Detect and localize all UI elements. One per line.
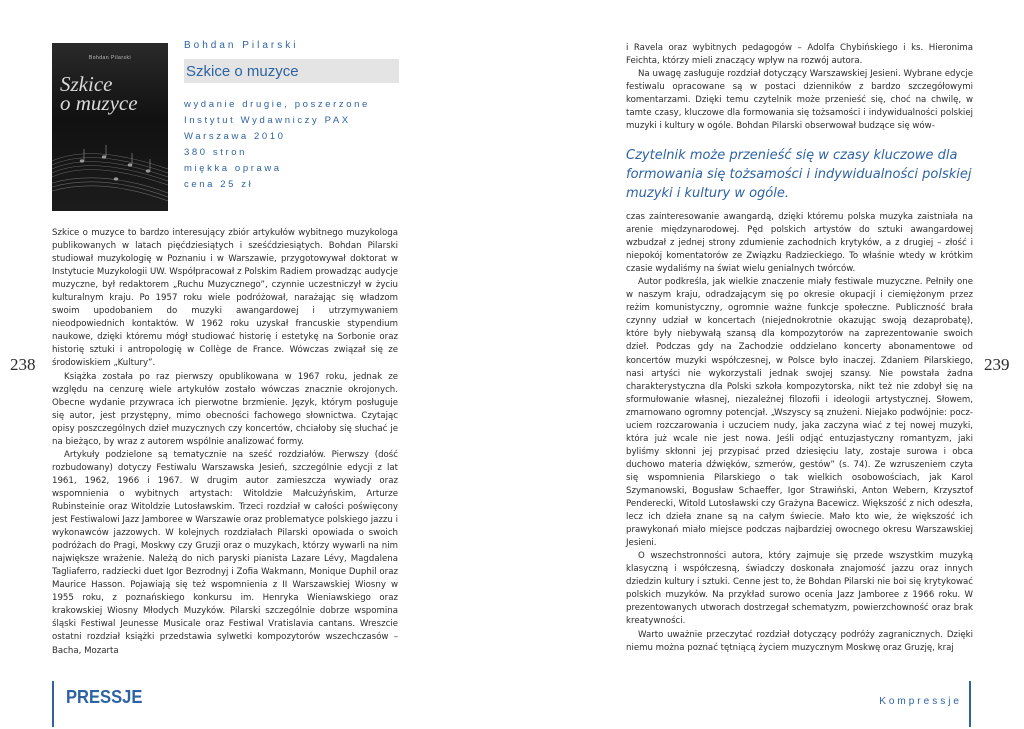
book-publisher: Instytut Wydawniczy PAX bbox=[184, 115, 351, 126]
book-title-box bbox=[184, 59, 399, 83]
footer-rule-right bbox=[969, 681, 971, 727]
right-body-text-bottom bbox=[626, 211, 973, 655]
book-price: cena 25 zł bbox=[184, 179, 254, 190]
book-title: Szkice o muzyce bbox=[186, 62, 299, 80]
page-number-right: 239 bbox=[984, 355, 1010, 374]
paragraph: Książka została po raz pierwszy opublikowana w 1967 roku, jednak ze względu na cenzurę wiele artykułów zostało wówczas znacznie okrojonych. Obecne wydanie przywraca ich pierwotne brzmienie. Język, którym posługuje się autor, jest przystępny, mimo obecności fachowego słownictwa. Czytając opisy poszczególnych dzieł muzycznych czy koncertów, chciałoby się słuchać je na bieżąco, by wraz z autorem wspólnie analizować formy. bbox=[52, 371, 398, 447]
footer-rule-left bbox=[52, 681, 54, 727]
book-pages: 380 stron bbox=[184, 147, 248, 158]
book-details bbox=[184, 97, 399, 193]
paragraph: Szkice o muzyce to bardzo interesujący zbiór artykułów wybitnego muzykologa publikowanych w latach pięćdziesiątych i sześćdziesiątych. Bohdan Pilarski studiował muzykologię w Poznaniu i w Warszawie, przygotowywał doktorat w Instytucie Muzykologii UW. Współpracował z Polskim Radiem prowadząc audycje muzyczne, był redaktorem „Ruchu Muzycznego”, czynnie uczestniczył w życiu kulturalnym kraju. Po 1957 roku wiele podróżował, narażając się władzom swoim upodobaniem do muzyki awangardowej i utrzymywaniem nieodpowiednich kontaktów. W 1962 roku uzyskał francuskie stypendium naukowe, dzięki któremu mógł studiować historię i estetykę na Sorbonie oraz historię sztuki i antropologię w Collège de France. Wówczas związał się ze środowiskiem „Kultury”. bbox=[52, 228, 398, 369]
paragraph: i Ravela oraz wybitnych pedagogów – Adolfa Chybińskiego i ks. Hieronima Feichta, którzy mieli znaczący wpływ na rozwój autora. bbox=[626, 43, 973, 67]
left-body-text bbox=[52, 227, 398, 658]
paragraph: Artykuły podzielone są tematycznie na sześć rozdziałów. Pierwszy (dość rozbudowany) dotyczy Festiwalu Warszawska Jesień, szczególnie edycji z lat 1961, 1962, 1966 i 1967. W drugim autor zamieszcza wywiady oraz wspomnienia o wybitnych artystach: Witoldzie Małcużyńskim, Arturze Rubinsteinie oraz Witoldzie Lutosławskim. Trzeci rozdział w całości poświęcony jest Festiwalowi Jazz Jamboree w Warszawie oraz problematyce polskiego jazzu i wykonawców jazzowych. W kolejnych rozdziałach Pilarski opowiada o swoich podróżach do Pragi, Moskwy czy Gruzji oraz o muzykach, którzy wywarli na nim największe wrażenie. Należą do nich paryski pianista Lazare Lévy, Magdalena Tagliaferro, radziecki duet Igor Bezrodnyj i Zofia Wakmann, Monique Duphil oraz Maurice Hasson. Pojawiają się też wspomnienia z II Warszawskiej Wiosny w 1955 roku, z poznańskiego konkursu im. Henryka Wieniawskiego oraz krakowskiej Wiosny Młodych Muzyków. Pilarski szczególnie dobrze wspomina śląski Festiwal Jeunesse Musicale oraz Festiwal Vratislavia cantans. Wreszcie ostatni rozdział książki przedstawia sylwetki kompozytorów wszechczasów – Bacha, Mozarta bbox=[52, 449, 398, 656]
paragraph: czas zainteresowanie awangardą, dzięki któremu polska muzyka zaistniała na arenie międzynarodowej. Pęd polskich artystów do sztuki awangardowej wzbudzał z jednej strony zdumienie zachodnich krytyków, a z drugiej – złość i niepokój komentatorów ze Związku Radzieckiego. To właśnie wtedy w krótkim czasie wydaliśmy na świat wielu genialnych twórców. bbox=[626, 212, 973, 275]
pressje-logo: PRESSJE bbox=[66, 687, 143, 707]
right-body-text-top bbox=[626, 42, 973, 133]
pull-quote: Czytelnik może przenieść się w czasy kluczowe dla formowania się tożsamości i indywidualności polskiej muzyki i kultury w ogóle. bbox=[626, 148, 972, 201]
book-edition: wydanie drugie, poszerzone bbox=[184, 99, 370, 110]
section-footer: Kompressje bbox=[879, 696, 962, 707]
cover-title bbox=[60, 72, 138, 115]
music-staff-decoration bbox=[52, 43, 168, 211]
paragraph: Autor podkreśla, jak wielkie znaczenie miały festiwale muzyczne. Pełniły one w naszym kraju, odradzającym się po okresie okupacji i ciemiężonym przez reżim komunistyczny, ogromnie ważne funkcje społeczne. Publiczność brała czynny udział w koncertach (niejednokrotnie okazując swoją dezaprobatę), które były niebywałą szansą dla kompozytorów na zaprezentowanie swoich dzieł. Podczas gdy na Zachodzie oddzielano koncerty abonamentowe od koncertów muzyki współczesnej, w Polsce było inaczej. Zdaniem Pilarskiego, nasi artyści nie wykorzystali jednak swojej szansy. Nie powstała żadna charakterystyczna dla Polski szkoła kompozytorska, nikt też nie zdobył się na sformułowanie własnej, niezależnej filozofii i ideologii artystycznej. Słowem, zmarnowano ogromny potencjał. „Wszyscy są znużeni. Niejako podwójnie: poczuciem rozczarowania i uczuciem nudy, jaka zaczyna wiać z tej nowej muzyki, która już wcale nie jest nowa. Jeśli odjąć entuzjastyczny romantyzm, jaki byliśmy skłonni jej przypisać przed dziesięciu laty, zostaje surowa i obca duchowo materia dźwięków, szmerów, gestów” (s. 74). Ze wzruszeniem czyta się wspomnienia Pilarskiego o tak wielkich osobowościach, jak Karol Szymanowski, Bogusław Schaeffer, Igor Strawiński, Anton Webern, Krzysztof Penderecki, Witold Lutosławski czy Grażyna Bacewicz. Większość z nich odeszła, lecz ich dzieła znane są na całym świecie. Mało kto wie, że większość ich prawykonań miało miejsce podczas najbardziej owocnego okresu Warszawskiej Jesieni. bbox=[626, 277, 973, 549]
paragraph: O wszechstronności autora, który zajmuje się przede wszystkim muzyką klasyczną i współczesną, świadczy doskonała znajomość jazzu oraz innych dziedzin kultury i sztuki. Cenne jest to, że Bohdan Pilarski nie boi się krytykować polskich muzyków. Na przykład surowo ocenia Jazz Jamboree z 1966 roku. W prezentowanych utworach dostrzegał schematyzm, powierzchowność oraz brak kreatywności. bbox=[626, 551, 973, 627]
book-place-year: Warszawa 2010 bbox=[184, 131, 286, 142]
book-cover-image bbox=[52, 43, 168, 211]
page-number-left: 238 bbox=[10, 355, 36, 374]
book-author: Bohdan Pilarski bbox=[184, 40, 299, 51]
cover-author: Bohdan Pilarski bbox=[88, 55, 132, 61]
book-binding: miękka oprawa bbox=[184, 163, 282, 174]
book-metadata bbox=[184, 40, 399, 193]
cover-title-line2: o muzyce bbox=[60, 91, 138, 115]
paragraph: Na uwagę zasługuje rozdział dotyczący Warszawskiej Jesieni. Wybrane edycje festiwalu opracowane są w postaci dzienników z bardzo szczegółowymi komentarzami. Dzięki temu czytelnik może przenieść się, choć na chwilę, w tamte czasy, kluczowe dla formowania się tożsamości i indywidualności polskiej muzyki i kultury w ogóle. Bohdan Pilarski obserwował budzące się wów- bbox=[626, 69, 973, 132]
paragraph: Warto uważnie przeczytać rozdział dotyczący podróży zagranicznych. Dzięki niemu można poznać tętniącą życiem muzycznym Moskwę oraz Gruzję, kraj bbox=[626, 629, 973, 653]
cover-title-line1: Szkice bbox=[60, 72, 113, 96]
right-page bbox=[512, 0, 1024, 729]
